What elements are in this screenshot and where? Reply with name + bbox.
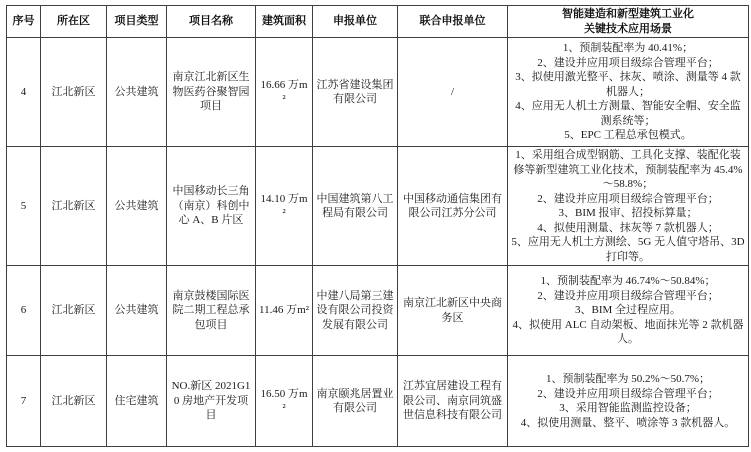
cell-building-area: 16.50 万m² (256, 356, 313, 447)
cell-project-name: 南京鼓楼国际医院二期工程总承包项目 (167, 266, 256, 356)
scenario-line: 3、拟使用激光整平、抹灰、喷涂、测量等 4 款机器人； (515, 71, 741, 98)
header-district: 所在区 (41, 6, 107, 38)
table-row (7, 38, 749, 147)
scenario-line: 4、应用无人机土方测量、智能安全帽、安全监测系统等； (515, 100, 741, 127)
cell-district: 江北新区 (41, 38, 107, 147)
scenario-line: 2、建设并应用项目级综合管理平台； (537, 289, 719, 302)
cell-building-area: 14.10 万m² (256, 147, 313, 266)
cell-building-area: 11.46 万m² (256, 266, 313, 356)
cell-no: 5 (7, 147, 41, 266)
scenario-line: 3、BIM 报审、招投标算量； (558, 207, 698, 220)
cell-building-area: 16.66 万m² (256, 38, 313, 147)
cell-district: 江北新区 (41, 266, 107, 356)
cell-scenarios (508, 356, 749, 447)
cell-project-type: 住宅建筑 (107, 356, 167, 447)
cell-scenarios (508, 38, 749, 147)
header-smart-line2: 关键技术应用场景 (584, 22, 672, 35)
cell-project-name: 中国移动长三角（南京）科创中心 A、B 片区 (167, 147, 256, 266)
table-row (7, 356, 749, 447)
scenario-line: 1、预制装配率为 46.74%～50.84%； (540, 275, 716, 288)
cell-project-name: 南京江北新区生物医药谷聚智园项目 (167, 38, 256, 147)
scenario-line: 1、预制装配率为 50.2%～50.7%； (545, 373, 711, 386)
scenario-line: 5、EPC 工程总承包模式。 (564, 129, 692, 142)
cell-joint-unit: 江苏宜居建设工程有限公司、南京同筑盛世信息科技有限公司 (398, 356, 508, 447)
cell-district: 江北新区 (41, 147, 107, 266)
table-row (7, 266, 749, 356)
cell-declaring-unit: 江苏省建设集团有限公司 (313, 38, 398, 147)
scenario-line: 2、建设并应用项目级综合管理平台； (537, 56, 719, 69)
cell-project-type: 公共建筑 (107, 147, 167, 266)
cell-joint-unit: / (398, 38, 508, 147)
cell-district: 江北新区 (41, 356, 107, 447)
cell-declaring-unit: 中国建筑第八工程局有限公司 (313, 147, 398, 266)
table-row (7, 147, 749, 266)
header-smart-construction (508, 6, 749, 38)
cell-joint-unit: 中国移动通信集团有限公司江苏分公司 (398, 147, 508, 266)
cell-no: 4 (7, 38, 41, 147)
header-smart-line1: 智能建造和新型建筑工业化 (562, 8, 694, 20)
cell-declaring-unit: 中建八局第三建设有限公司投资发展有限公司 (313, 266, 398, 356)
header-building-area: 建筑面积 (256, 6, 313, 38)
cell-scenarios (508, 147, 749, 266)
scenario-line: 3、BIM 全过程应用。 (574, 304, 682, 317)
projects-table (6, 5, 749, 447)
scenario-line: 1、预制装配率为 40.41%； (562, 42, 694, 55)
scenario-line: 1、采用组合成型钢筋、工具化支撑、装配化装修等新型建筑工业化技术，预制装配率为 45.4%～58.8%； (513, 149, 743, 191)
scenario-line: 3、采用智能监测监控设备； (559, 402, 697, 415)
scenario-line: 2、建设并应用项目级综合管理平台； (537, 192, 719, 205)
cell-scenarios (508, 266, 749, 356)
cell-project-type: 公共建筑 (107, 266, 167, 356)
header-no: 序号 (7, 6, 41, 38)
scenario-line: 4、拟使用 ALC 自动架板、地面抹光等 2 款机器人。 (512, 318, 744, 346)
cell-project-type: 公共建筑 (107, 38, 167, 147)
scenario-line: 2、建设并应用项目级综合管理平台； (537, 387, 719, 400)
header-project-type: 项目类型 (107, 6, 167, 38)
header-row (7, 6, 749, 38)
cell-project-name: NO.新区 2021G10 房地产开发项目 (167, 356, 256, 447)
cell-joint-unit: 南京江北新区中央商务区 (398, 266, 508, 356)
scenario-line: 5、应用无人机土方测绘、5G 无人值守塔吊、3D 打印等。 (511, 236, 745, 263)
scenario-line: 4、拟使用测量、抹灰等 7 款机器人； (537, 221, 719, 234)
cell-no: 7 (7, 356, 41, 447)
header-joint-unit: 联合申报单位 (398, 6, 508, 38)
cell-declaring-unit: 南京颐兆居置业有限公司 (313, 356, 398, 447)
header-project-name: 项目名称 (167, 6, 256, 38)
cell-no: 6 (7, 266, 41, 356)
scenario-line: 4、拟使用测量、整平、喷涂等 3 款机器人。 (520, 416, 736, 429)
header-declaring-unit: 申报单位 (313, 6, 398, 38)
